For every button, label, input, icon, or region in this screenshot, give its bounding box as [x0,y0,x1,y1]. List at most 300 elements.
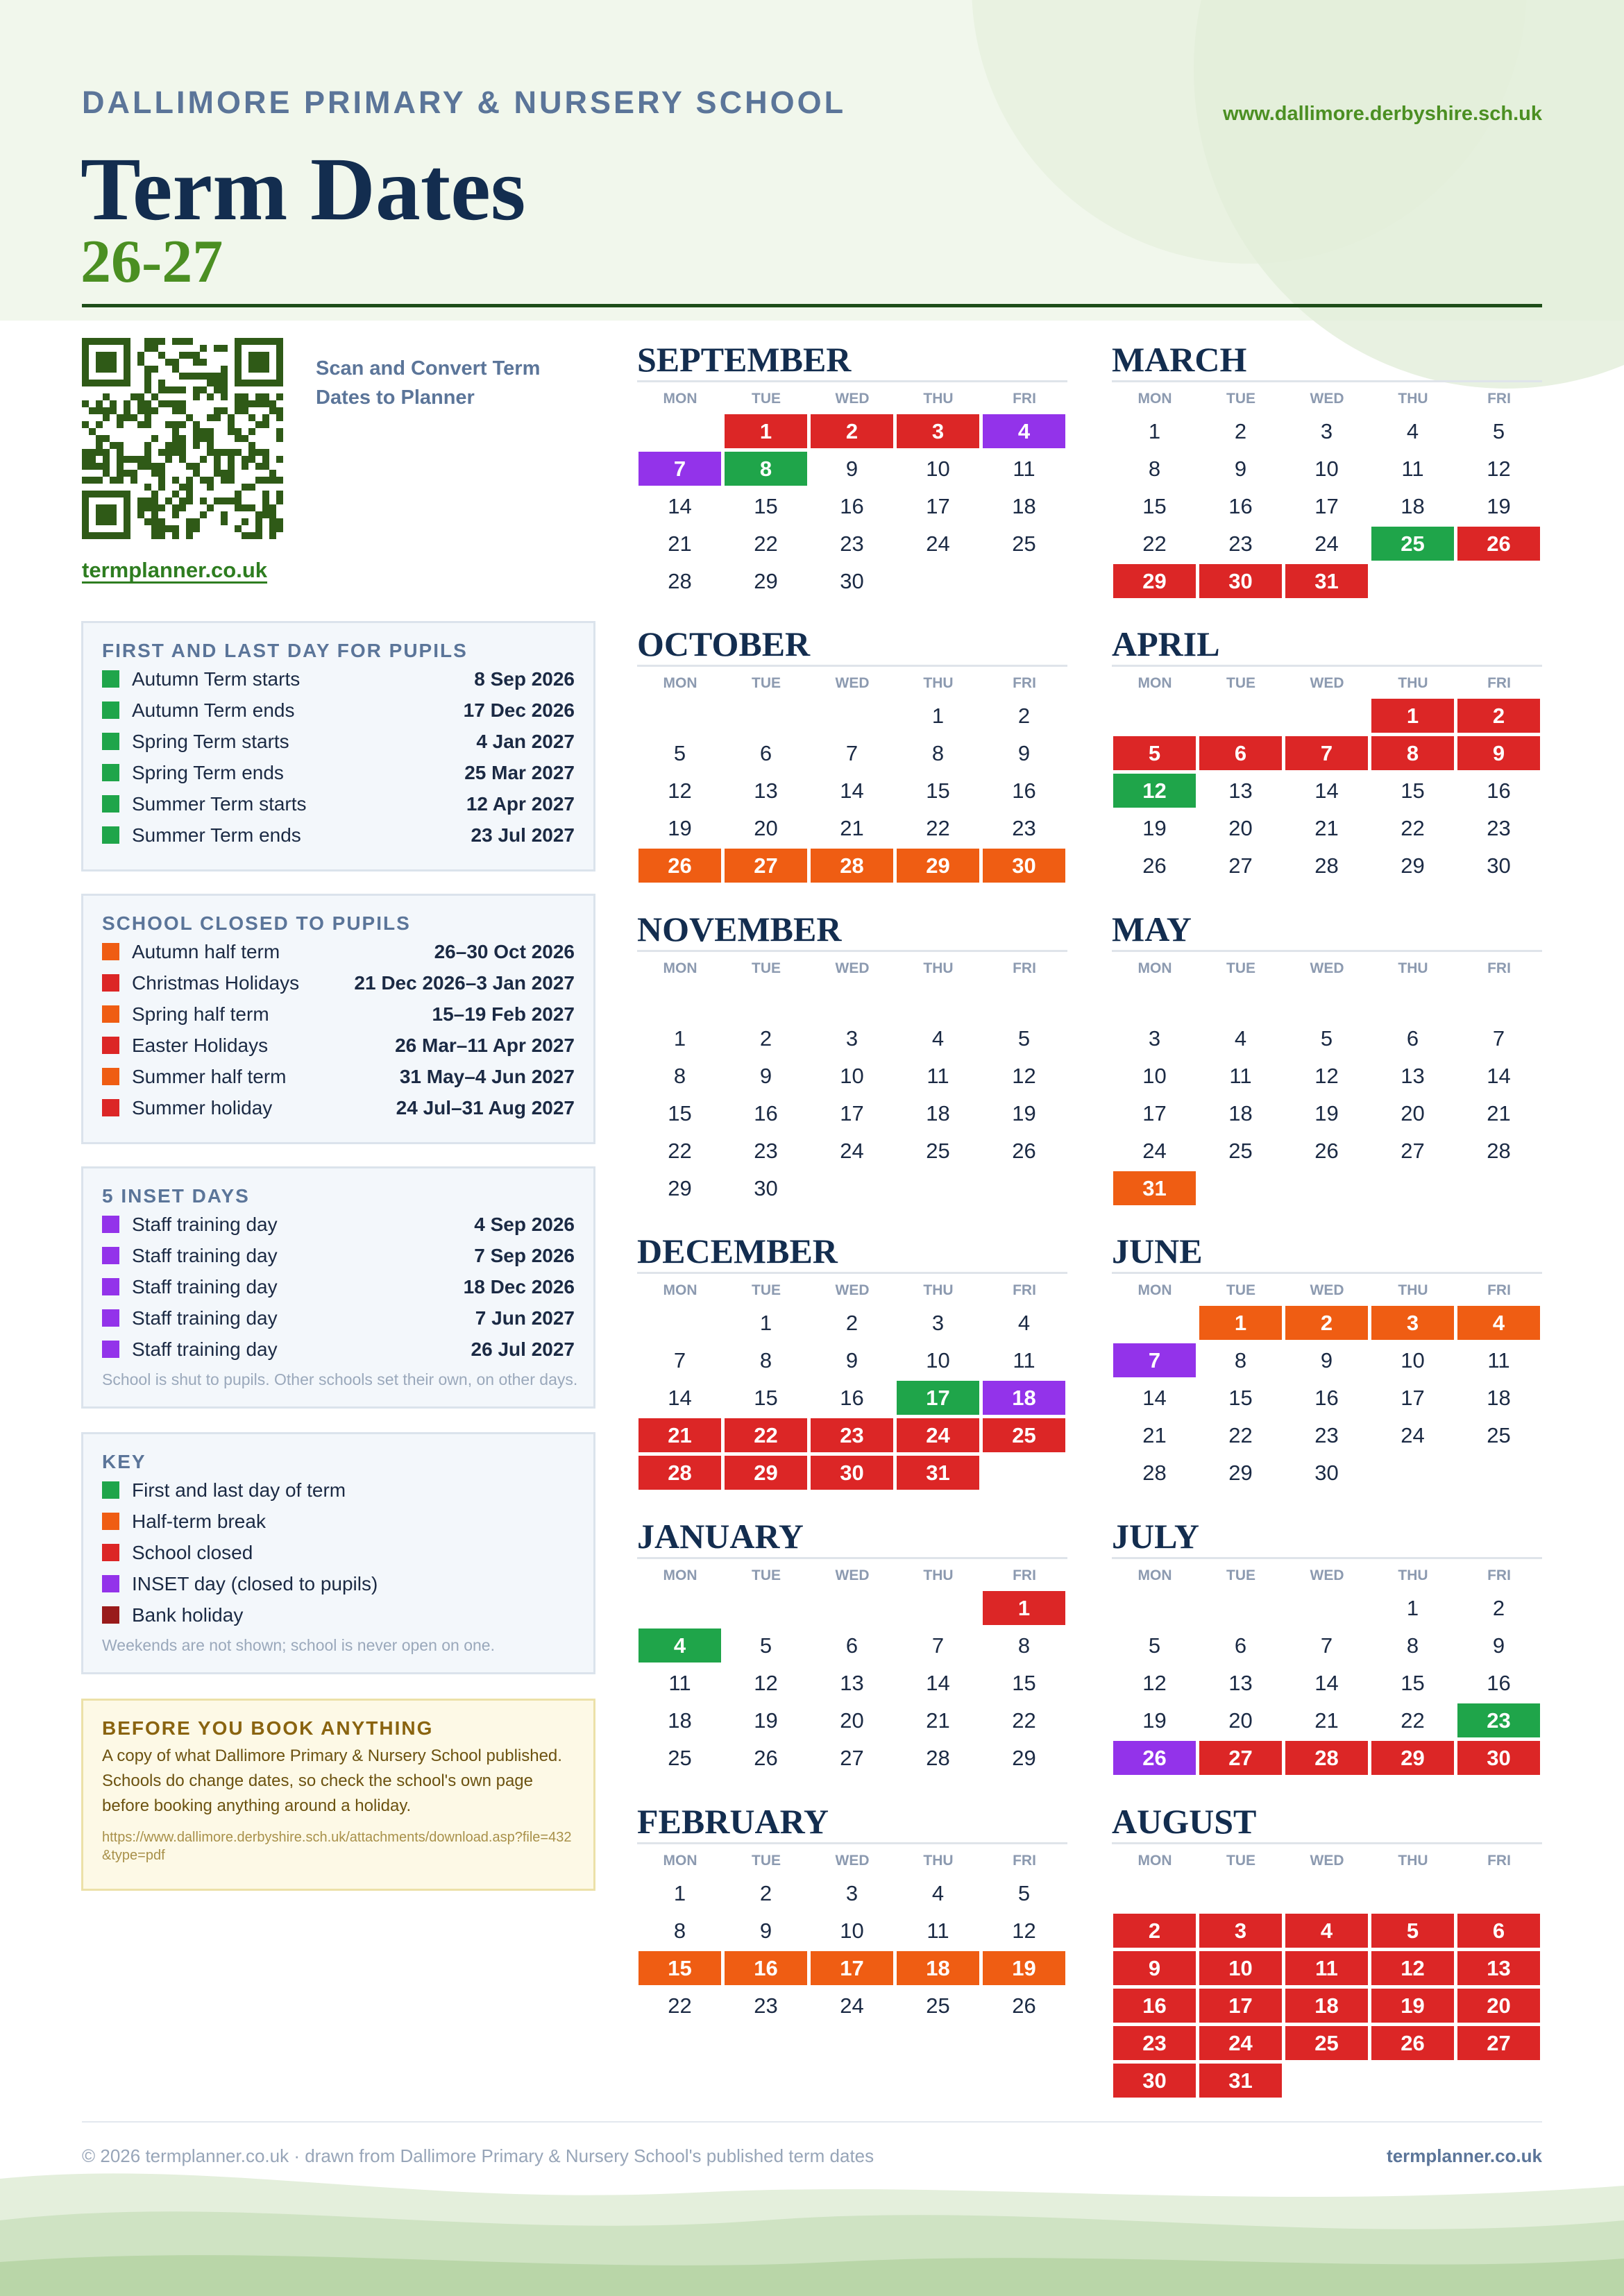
calendar-day: 15 [926,778,950,803]
calendar-day: 2 [1234,418,1247,443]
calendar-day: 24 [926,531,950,556]
calendar-day: 4 [638,1629,721,1663]
calendar-day: 10 [1314,456,1339,481]
calendar-day: 25 [983,1418,1065,1452]
calendar-day: 17 [897,1381,979,1415]
weekday-label: MON [663,1567,697,1583]
panel-row [102,695,575,726]
calendar-day: 5 [759,1633,772,1658]
calendar-day: 22 [725,1418,807,1452]
color-swatch [102,1481,119,1499]
calendar-day: 16 [1487,778,1511,803]
row-date: 26 Jul 2027 [471,1338,575,1360]
calendar-day: 5 [1492,418,1505,443]
calendar-day: 1 [931,703,945,728]
month-january [637,1517,1067,1777]
day-grid [1112,413,1542,600]
calendar-day: 19 [983,1951,1065,1985]
color-swatch [102,1309,119,1327]
color-swatch [102,826,119,844]
row-label: Autumn Term starts [132,667,301,690]
footer-divider [82,2121,1542,2123]
month-divider [637,1272,1067,1274]
calendar-day: 26 [1113,1741,1196,1775]
calendar-day: 28 [1285,1741,1368,1775]
empty-cell [1285,699,1368,733]
calendar-day: 11 [1487,1347,1510,1372]
calendar-day: 22 [926,815,950,840]
calendar-day: 4 [1285,1914,1368,1948]
decorative-circle [1194,0,1624,389]
calendar-day: 11 [1013,456,1035,481]
inset-days-panel [81,1166,595,1409]
calendar-day: 11 [1285,1951,1368,1985]
month-name: AUGUST [1112,1802,1257,1841]
row-date: 15–19 Feb 2027 [432,1003,575,1025]
calendar-day: 12 [1012,1918,1036,1943]
weekday-label: FRI [1487,1853,1511,1869]
empty-cell [1457,984,1540,1018]
weekday-label: THU [923,1567,954,1583]
panel-row [102,967,575,998]
weekday-header [637,1847,1067,1875]
weekday-label: FRI [1013,675,1036,691]
calendar-day: 2 [1017,703,1031,728]
empty-cell [1113,699,1196,733]
empty-cell [1457,1876,1540,1910]
calendar-day: 2 [845,1310,858,1335]
calendar-day: 11 [927,1918,949,1943]
calendar-day: 8 [931,740,945,765]
calendar-day: 25 [1371,527,1454,561]
weekday-label: FRI [1487,675,1511,691]
calendar-day: 28 [668,568,692,593]
calendar-day: 21 [1487,1100,1511,1125]
month-divider [1112,665,1542,667]
calendar-day: 24 [1401,1422,1425,1447]
panel-row [102,1334,575,1365]
row-label: Autumn Term ends [132,699,295,721]
calendar-day: 1 [725,414,807,448]
calendar-day: 30 [1457,1741,1540,1775]
calendar-day: 29 [725,1456,807,1490]
calendar-day: 29 [1401,853,1425,878]
calendar-day: 20 [840,1708,864,1733]
row-label: School closed [132,1541,253,1563]
calendar-day: 4 [1234,1026,1247,1051]
empty-cell [1285,1591,1368,1625]
calendar-day: 25 [1228,1138,1253,1163]
calendar-day: 19 [1371,1989,1454,2023]
weekday-header [1112,1847,1542,1875]
calendar-day: 15 [1142,493,1167,518]
calendar-day: 31 [1199,2064,1282,2098]
panel-row [102,1271,575,1302]
calendar-day: 29 [1228,1460,1253,1485]
row-label: Autumn half term [132,940,280,962]
panel-row [102,1599,575,1631]
calendar-day: 9 [759,1063,772,1088]
weekday-label: MON [663,960,697,976]
weekday-label: WED [1310,960,1344,976]
calendar-day: 11 [1401,456,1424,481]
color-swatch [102,1606,119,1624]
panel-title: 5 INSET DAYS [102,1185,250,1207]
calendar-day: 12 [1487,456,1511,481]
calendar-day: 3 [931,1310,945,1335]
weekday-label: MON [1137,960,1172,976]
calendar-day: 3 [845,1880,858,1905]
weekday-header [637,1277,1067,1304]
empty-cell [897,1591,979,1625]
calendar-day: 7 [845,740,858,765]
key-note: Weekends are not shown; school is never open on one. [102,1636,495,1654]
calendar-day: 10 [1199,1951,1282,1985]
calendar-day: 28 [638,1456,721,1490]
calendar-day: 30 [983,849,1065,883]
calendar-day: 4 [1017,1310,1031,1335]
month-name: MARCH [1112,340,1247,379]
calendar-day: 3 [897,414,979,448]
calendar-day: 1 [1199,1306,1282,1340]
footer-copyright: © 2026 termplanner.co.uk · drawn from Dallimore Primary & Nursery School's published term dates [82,2145,874,2166]
calendar-day: 9 [1320,1347,1333,1372]
calendar-day: 24 [897,1418,979,1452]
calendar-day: 21 [1142,1422,1167,1447]
empty-cell [1113,1591,1196,1625]
qr-caption: Scan and Convert Term Dates to Planner [316,357,541,409]
weekday-label: THU [923,960,954,976]
weekday-label: TUE [752,675,781,691]
calendar-day: 8 [1406,1633,1419,1658]
empty-cell [1285,1876,1368,1910]
calendar-day: 17 [1199,1989,1282,2023]
calendar-day: 8 [1148,456,1161,481]
day-grid [1112,983,1542,1207]
calendar-day: 9 [845,1347,858,1372]
row-label: INSET day (closed to pupils) [132,1572,378,1595]
row-date: 7 Jun 2027 [475,1307,575,1329]
month-divider [637,950,1067,952]
day-grid [637,1875,1067,2025]
calendar-day: 19 [1487,493,1511,518]
calendar-day: 29 [668,1175,692,1200]
panel-row [102,1030,575,1061]
calendar-day: 21 [1314,815,1339,840]
calendar-day: 25 [668,1745,692,1770]
weekday-header [1112,385,1542,413]
row-label: Spring Term ends [132,761,284,783]
calendar-day: 6 [1457,1914,1540,1948]
calendar-day: 25 [926,1138,950,1163]
header-divider [82,304,1542,307]
calendar-day: 15 [1401,778,1425,803]
weekday-label: THU [1398,391,1428,407]
page-title: Term Dates [81,139,526,239]
calendar-day: 1 [673,1026,686,1051]
calendar-day: 15 [668,1100,692,1125]
month-divider [637,1557,1067,1559]
weekday-label: TUE [1226,960,1255,976]
day-grid [1112,1875,1542,2100]
row-label: Spring half term [132,1003,269,1025]
calendar-day: 18 [897,1951,979,1985]
calendar-day: 5 [1148,1633,1161,1658]
calendar-day: 16 [1113,1989,1196,2023]
row-date: 7 Sep 2026 [474,1244,575,1266]
inset-note: School is shut to pupils. Other schools set their own, on other days. [102,1370,578,1388]
calendar-day: 31 [1285,564,1368,598]
day-grid [637,1304,1067,1492]
calendar-day: 31 [897,1456,979,1490]
calendar-day: 22 [1228,1422,1253,1447]
calendar-day: 2 [1492,1595,1505,1620]
panel-row [102,1092,575,1123]
calendar-day: 12 [1142,1670,1167,1695]
calendar-day: 22 [1012,1708,1036,1733]
calendar-day: 3 [1320,418,1333,443]
calendar-day: 9 [845,456,858,481]
calendar-day: 15 [638,1951,721,1985]
month-divider [1112,1842,1542,1844]
weekday-label: TUE [752,960,781,976]
calendar-day: 4 [1457,1306,1540,1340]
row-label: Staff training day [132,1307,278,1329]
decorative-waves [0,2165,1624,2296]
termplanner-link[interactable]: termplanner.co.uk [82,558,268,582]
weekday-label: MON [663,1282,697,1298]
month-name: APRIL [1112,624,1220,663]
calendar-day: 7 [673,1347,686,1372]
day-grid [637,1590,1067,1777]
month-october [637,624,1067,885]
calendar-day: 15 [1228,1385,1253,1410]
calendar-day: 16 [725,1951,807,1985]
calendar-day: 15 [754,493,778,518]
school-website-link[interactable]: www.dallimore.derbyshire.sch.uk [1223,103,1542,125]
empty-cell [983,984,1065,1018]
weekday-label: THU [1398,1567,1428,1583]
calendar-day: 13 [1457,1951,1540,1985]
calendar-day: 24 [1199,2026,1282,2060]
calendar-day: 26 [1371,2026,1454,2060]
month-divider [637,380,1067,382]
weekday-label: THU [923,391,954,407]
calendar-day: 14 [840,778,864,803]
row-label: Staff training day [132,1275,278,1298]
calendar-day: 17 [1401,1385,1425,1410]
calendar-day: 1 [1371,699,1454,733]
calendar-day: 1 [983,1591,1065,1625]
calendar-day: 5 [1017,1880,1031,1905]
row-label: First and last day of term [132,1479,346,1501]
calendar-day: 26 [638,849,721,883]
calendar-day: 30 [1487,853,1511,878]
weekday-header [637,670,1067,697]
weekday-label: TUE [1226,1282,1255,1298]
calendar-day: 23 [811,1418,893,1452]
empty-cell [638,1591,721,1625]
calendar-day: 23 [1314,1422,1339,1447]
weekday-header [1112,955,1542,983]
weekday-label: THU [923,1853,954,1869]
calendar-day: 7 [638,452,721,486]
month-name: SEPTEMBER [637,340,852,379]
calendar-day: 17 [1314,493,1339,518]
month-name: FEBRUARY [637,1802,829,1841]
color-swatch [102,974,119,992]
color-swatch [102,795,119,813]
panel-row [102,663,575,695]
panel-row [102,1506,575,1537]
color-swatch [102,701,119,719]
calendar-day: 21 [668,531,692,556]
month-name: NOVEMBER [637,910,842,949]
warning-text: A copy of what Dallimore Primary & Nursery School published. Schools do change dates, so check the school's own page before booking anything around a holiday. [102,1746,562,1815]
weekday-label: WED [835,1567,870,1583]
calendar-day: 12 [1113,774,1196,808]
calendar-day: 20 [1228,1708,1253,1733]
empty-cell [1371,1876,1454,1910]
day-grid [1112,697,1542,885]
weekday-label: WED [835,1282,870,1298]
calendar-day: 19 [754,1708,778,1733]
calendar-day: 31 [1113,1171,1196,1205]
row-label: Staff training day [132,1244,278,1266]
calendar-day: 2 [1457,699,1540,733]
empty-cell [1199,1591,1282,1625]
calendar-day: 10 [840,1063,864,1088]
calendar-day: 9 [1492,1633,1505,1658]
calendar-day: 19 [1314,1100,1339,1125]
calendar-day: 15 [1012,1670,1036,1695]
calendar-day: 30 [811,1456,893,1490]
month-february [637,1802,1067,2025]
weekday-label: FRI [1487,391,1511,407]
color-swatch [102,1247,119,1264]
empty-cell [725,1591,807,1625]
calendar-day: 14 [1142,1385,1167,1410]
color-swatch [102,1341,119,1358]
calendar-day: 10 [926,1347,950,1372]
calendar-day: 3 [1371,1306,1454,1340]
color-swatch [102,1575,119,1592]
calendar-day: 19 [668,815,692,840]
row-date: 26–30 Oct 2026 [434,940,575,962]
calendar-day: 6 [759,740,772,765]
row-label: Half-term break [132,1510,266,1532]
calendar-day: 30 [1199,564,1282,598]
calendar-day: 10 [1142,1063,1167,1088]
row-date: 31 May–4 Jun 2027 [399,1065,575,1087]
qr-code[interactable] [82,338,283,539]
calendar-day: 21 [638,1418,721,1452]
empty-cell [1199,699,1282,733]
color-swatch [102,1216,119,1233]
school-name: DALLIMORE PRIMARY & NURSERY SCHOOL [82,85,847,120]
calendar-day: 27 [1199,1741,1282,1775]
row-label: Summer Term ends [132,824,301,846]
row-date: 21 Dec 2026–3 Jan 2027 [354,971,575,994]
calendar-day: 15 [754,1385,778,1410]
calendar-day: 29 [1113,564,1196,598]
weekday-label: WED [1310,1567,1344,1583]
weekday-label: WED [835,960,870,976]
calendar-day: 5 [1320,1026,1333,1051]
calendar-day: 23 [1457,1703,1540,1737]
calendar-day: 2 [1113,1914,1196,1948]
source-url-link[interactable]: https://www.dallimore.derbyshire.sch.uk/attachments/download.asp?file=432&type=pdf [102,1830,572,1863]
weekday-label: WED [1310,675,1344,691]
calendar-day: 18 [1401,493,1425,518]
weekday-label: FRI [1487,1567,1511,1583]
calendar-day: 6 [1199,736,1282,770]
weekday-label: MON [1137,1282,1172,1298]
month-name: JUNE [1112,1232,1203,1270]
weekday-label: MON [663,1853,697,1869]
calendar-day: 17 [840,1100,864,1125]
calendar-day: 9 [1017,740,1031,765]
calendar-day: 14 [1314,1670,1339,1695]
color-swatch [102,764,119,781]
weekday-header [1112,670,1542,697]
calendar-day: 19 [1012,1100,1036,1125]
calendar-day: 13 [1401,1063,1425,1088]
calendar-day: 30 [1113,2064,1196,2098]
weekday-label: MON [1137,675,1172,691]
row-date: 8 Sep 2026 [474,667,575,690]
row-label: Summer half term [132,1065,287,1087]
calendar-day: 22 [668,1993,692,2018]
weekday-label: FRI [1013,1567,1036,1583]
empty-cell [638,414,721,448]
calendar-day: 29 [1012,1745,1036,1770]
calendar-day: 7 [1320,1633,1333,1658]
calendar-day: 8 [759,1347,772,1372]
panel-row [102,819,575,851]
row-date: 12 Apr 2027 [466,792,575,815]
calendar-day: 27 [1228,853,1253,878]
color-swatch [102,1005,119,1023]
calendar-day: 10 [840,1918,864,1943]
empty-cell [1113,1876,1196,1910]
calendar-day: 23 [1487,815,1511,840]
calendar-day: 2 [1285,1306,1368,1340]
empty-cell [811,984,893,1018]
calendar-day: 7 [1113,1343,1196,1377]
day-grid [637,983,1067,1207]
booking-warning-panel [81,1699,595,1891]
month-june [1112,1232,1542,1492]
weekday-label: TUE [1226,675,1255,691]
row-label: Easter Holidays [132,1034,269,1056]
month-december [637,1232,1067,1492]
calendar-day: 18 [1487,1385,1511,1410]
calendar-day: 8 [1371,736,1454,770]
weekday-label: WED [1310,1853,1344,1869]
footer-link[interactable]: termplanner.co.uk [1387,2145,1542,2166]
row-date: 4 Jan 2027 [476,730,575,752]
weekday-label: MON [663,675,697,691]
row-date: 24 Jul–31 Aug 2027 [396,1096,575,1119]
calendar-day: 17 [926,493,950,518]
calendar-day: 22 [668,1138,692,1163]
row-date: 23 Jul 2027 [471,824,575,846]
calendar-day: 18 [926,1100,950,1125]
weekday-label: TUE [1226,1567,1255,1583]
calendar-day: 28 [811,849,893,883]
row-label: Bank holiday [132,1604,244,1626]
